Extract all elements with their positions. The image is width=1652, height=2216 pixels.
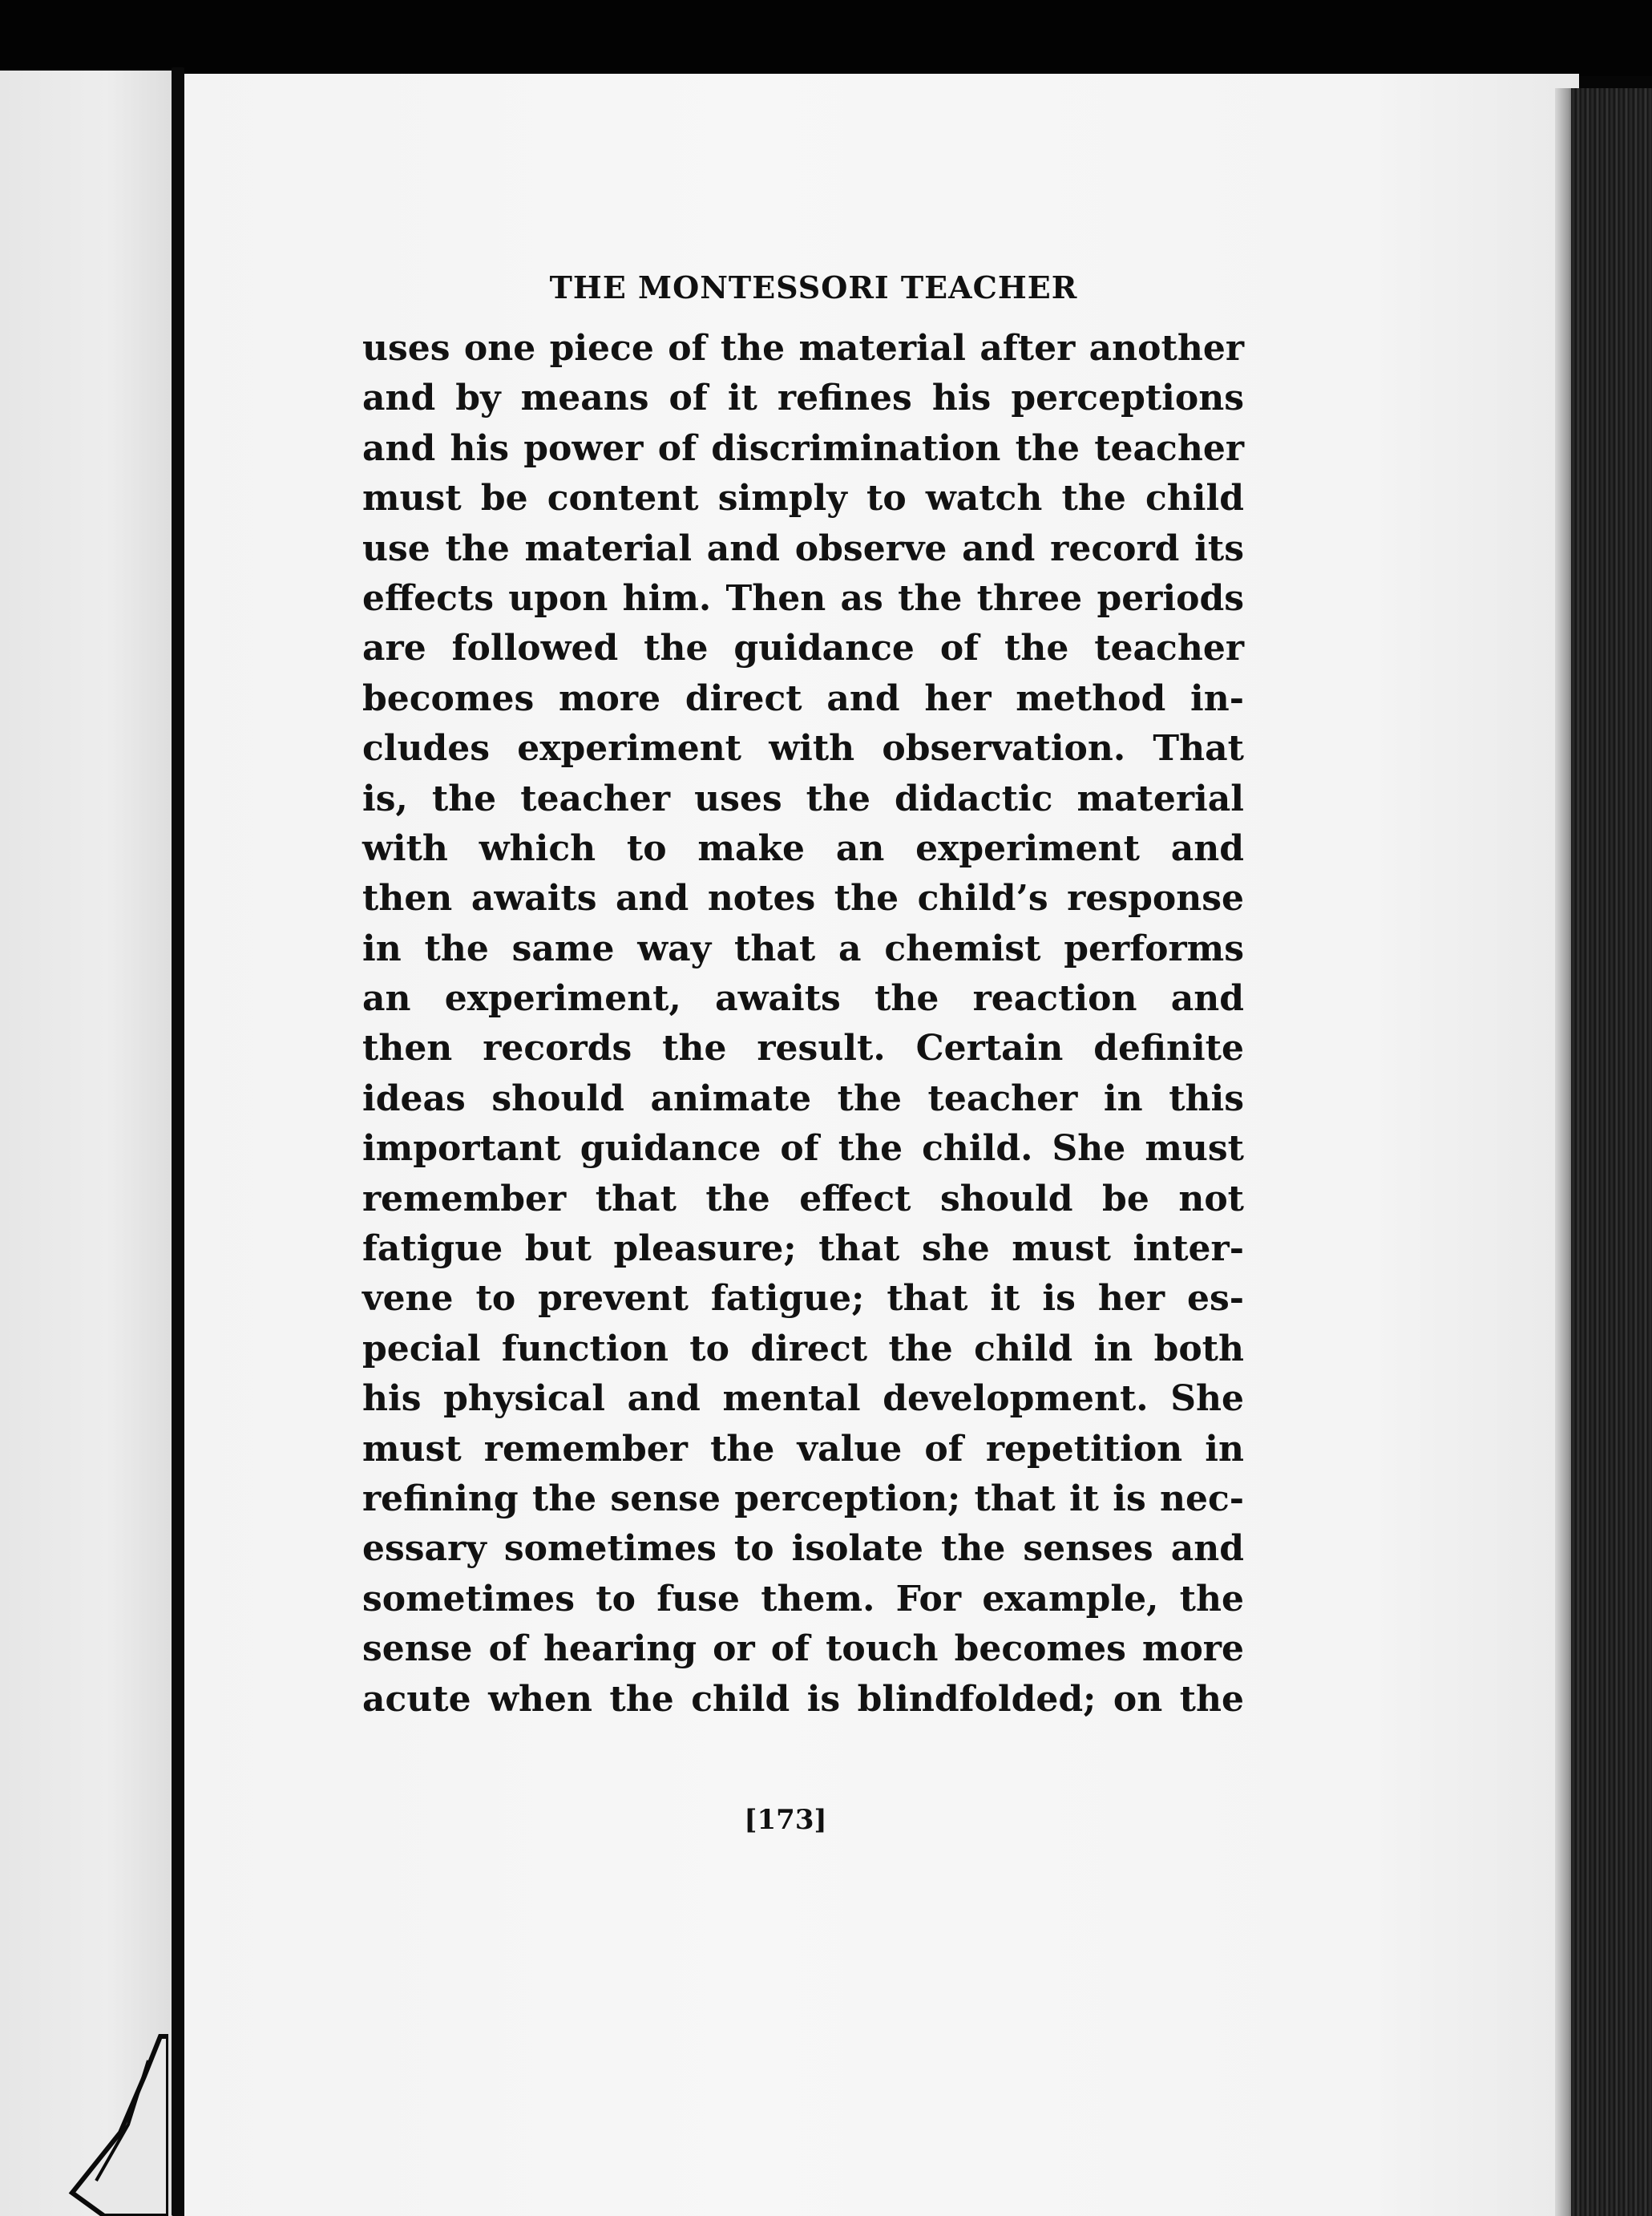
text-line: becomes more direct and her method in- [362,677,1244,719]
text-line: acute when the child is blindfolded; on the [362,1678,1244,1720]
book-gutter [172,67,184,2216]
facing-page [0,71,178,2216]
page-edges [1571,88,1652,2216]
text-line: ideas should animate the teacher in this [362,1078,1244,1119]
text-line: and his power of discrimination the teacher [362,427,1244,469]
running-head: THE MONTESSORI TEACHER [549,269,1078,305]
text-line: in the same way that a chemist performs [362,928,1244,969]
text-line: refining the sense perception; that it is nec- [362,1478,1244,1519]
text-line: then awaits and notes the child’s response [362,878,1244,920]
text-line: his physical and mental development. She [362,1378,1244,1420]
text-line: uses one piece of the material after another [362,328,1244,369]
torn-paper-mark [48,2028,168,2216]
text-line: sometimes to fuse them. For example, the [362,1578,1244,1620]
text-line: is, the teacher uses the didactic material [362,778,1244,819]
text-line: vene to prevent fatigue; that it is her es- [362,1278,1244,1320]
text-line: with which to make an experiment and [362,827,1244,869]
text-line: effects upon him. Then as the three periods [362,577,1244,619]
body-text [362,324,1244,1725]
text-line: important guidance of the child. She must [362,1128,1244,1170]
text-line: pecial function to direct the child in both [362,1328,1244,1369]
text-line: must be content simply to watch the child [362,478,1244,520]
text-line: are followed the guidance of the teacher [362,628,1244,669]
text-line: an experiment, awaits the reaction and [362,978,1244,1020]
text-line: fatigue but pleasure; that she must inter- [362,1228,1244,1270]
text-line: essary sometimes to isolate the senses and [362,1528,1244,1570]
text-line: use the material and observe and record its [362,528,1244,569]
text-line: and by means of it refines his perceptions [362,378,1244,419]
text-line: sense of hearing or of touch becomes more [362,1628,1244,1670]
scan-top-border [0,0,1652,76]
text-line: remember that the effect should be not [362,1178,1244,1219]
page-number: [173] [744,1804,827,1836]
text-line: must remember the value of repetition in [362,1428,1244,1470]
text-line: then records the result. Certain definite [362,1028,1244,1070]
text-line: cludes experiment with observation. That [362,728,1244,770]
